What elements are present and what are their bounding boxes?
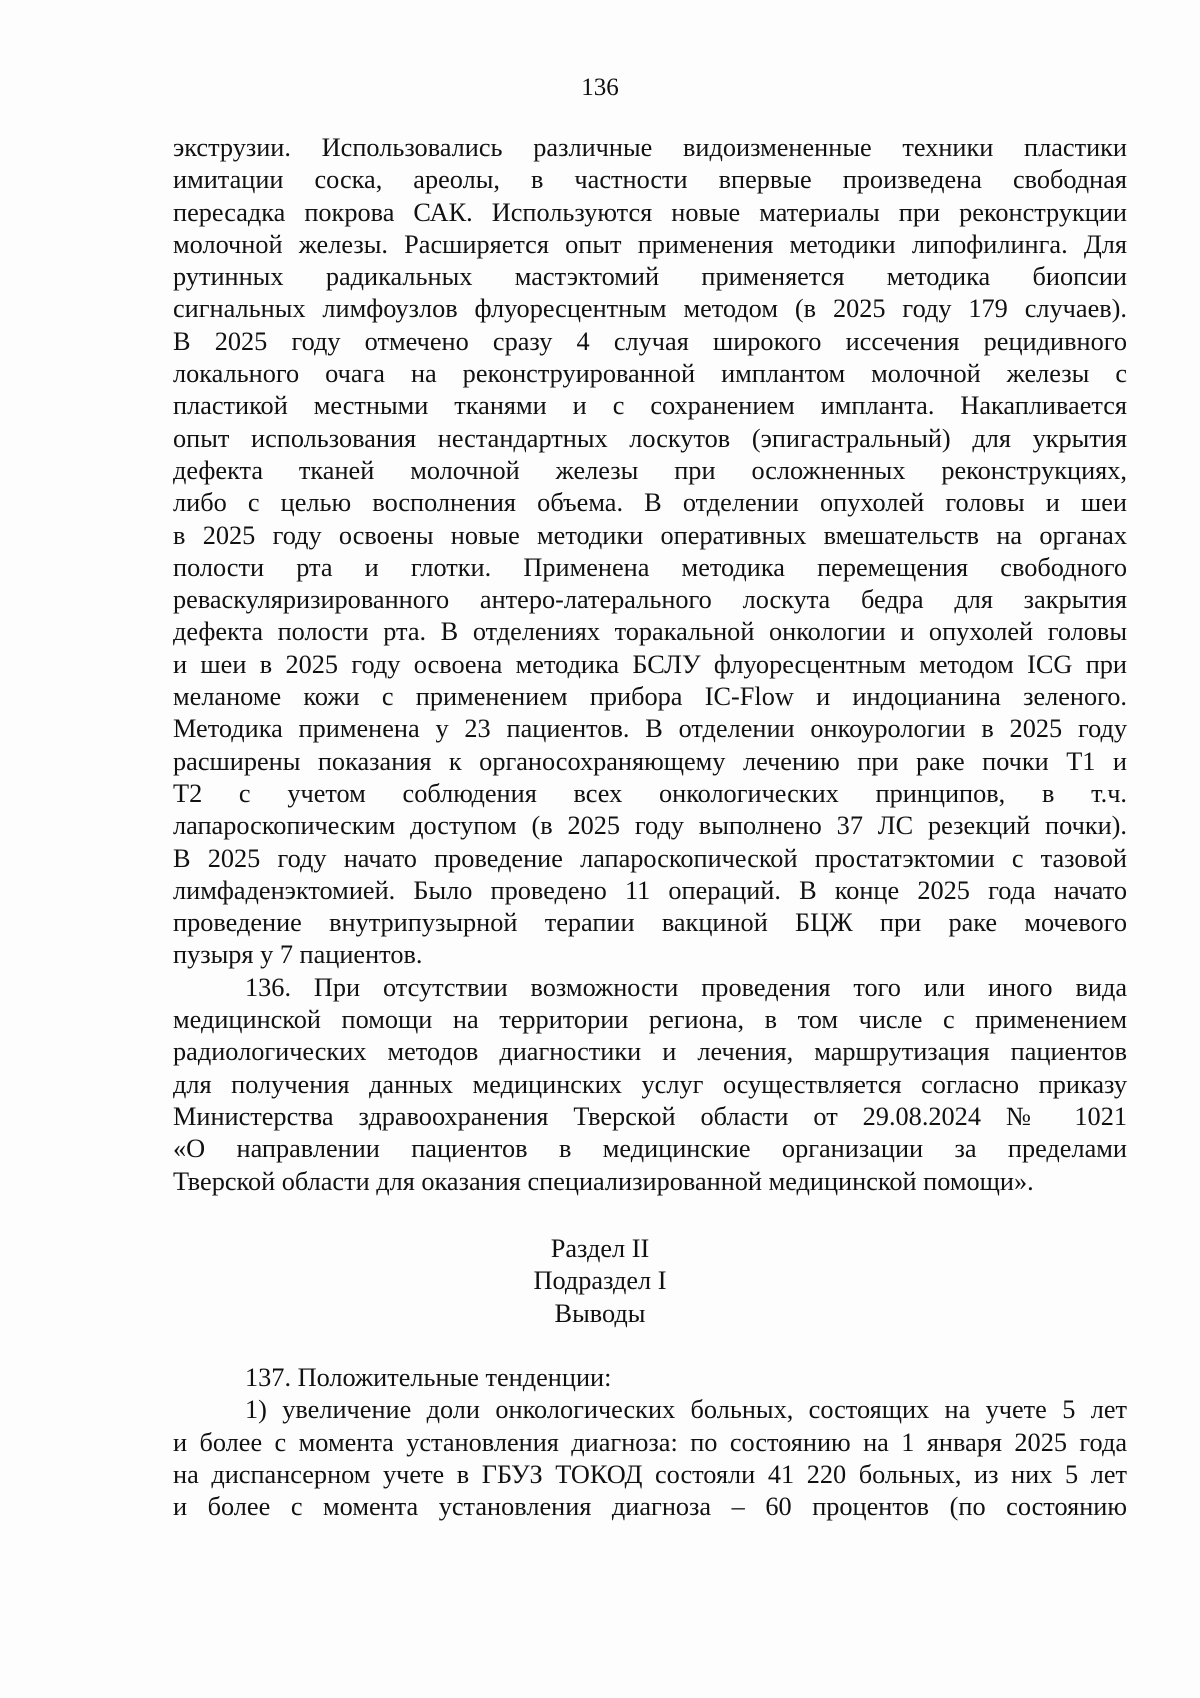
text-line: сигнальных лимфоузлов флуоресцентным методом (в 2025 году 179 случаев). [173,294,1127,324]
text-line: Методика применена у 23 пациентов. В отделении онкоурологии в 2025 году [173,714,1127,744]
text-line: радиологических методов диагностики и лечения, маршрутизация пациентов [173,1037,1127,1067]
text-line: лапароскопическим доступом (в 2025 году выполнено 37 ЛС резекций почки). [173,811,1127,841]
text-line: рутинных радикальных мастэктомий применяется методика биопсии [173,262,1127,292]
text-line: пересадка покрова САК. Используются новые материалы при реконструкции [173,197,1127,227]
text-line: и шеи в 2025 году освоена методика БСЛУ флуоресцентным методом ICG при [173,649,1127,679]
text-line: дефекта полости рта. В отделениях торакальной онкологии и опухолей головы [173,617,1127,647]
text-line: Т2 с учетом соблюдения всех онкологических принципов, в т.ч. [173,778,1127,808]
body-text-block-1 [173,132,1127,1198]
text-line: реваскуляризированного антеро-латерального лоскута бедра для закрытия [173,585,1127,615]
text-line: дефекта тканей молочной железы при осложненных реконструкциях, [173,455,1127,485]
text-line: Министерства здравоохранения Тверской области от 29.08.2024 № 1021 [173,1101,1127,1131]
heading-line: Раздел II [550,1234,650,1263]
text-line: расширены показания к органосохраняющему лечению при раке почки Т1 и [173,746,1127,776]
text-line: опыт использования нестандартных лоскутов (эпигастральный) для укрытия [173,423,1127,453]
body-text-block-2 [173,1362,1127,1523]
text-line: пластикой местными тканями и с сохранением импланта. Накапливается [173,391,1127,421]
page-number: 136 [581,74,619,101]
text-line: В 2025 году отмечено сразу 4 случая широкого иссечения рецидивного [173,326,1127,356]
text-line: 136. При отсутствии возможности проведения того или иного вида [245,972,1127,1002]
text-line: В 2025 году начато проведение лапароскопической простатэктомии с тазовой [173,843,1127,873]
text-line: медицинской помощи на территории региона, в том числе с применением [173,1005,1127,1035]
section-heading [0,1233,1200,1330]
text-line: имитации соска, ареолы, в частности впервые произведена свободная [173,165,1127,195]
text-line: на диспансерном учете в ГБУЗ ТОКОД состояли 41 220 больных, из них 5 лет [173,1459,1127,1489]
text-line: проведение внутрипузырной терапии вакциной БЦЖ при раке мочевого [173,908,1127,938]
text-line: пузыря у 7 пациентов. [173,940,423,970]
text-line: для получения данных медицинских услуг осуществляется согласно приказу [173,1069,1127,1099]
heading-line: Выводы [554,1298,646,1328]
text-line: экструзии. Использовались различные видоизмененные техники пластики [173,133,1127,162]
text-line: молочной железы. Расширяется опыт применения методики липофилинга. Для [173,229,1127,259]
text-line: 1) увеличение доли онкологических больных, состоящих на учете 5 лет [245,1395,1127,1425]
text-line: в 2025 году освоены новые методики оперативных вмешательств на органах [173,520,1127,550]
text-line: Тверской области для оказания специализированной медицинской помощи». [173,1166,1034,1196]
text-line: полости рта и глотки. Применена методика перемещения свободного [173,552,1127,582]
text-line: и более с момента установления диагноза: по состоянию на 1 января 2025 года [173,1427,1127,1457]
text-line: 137. Положительные тенденции: [245,1363,612,1392]
text-line: локального очага на реконструированной имплантом молочной железы с [173,359,1127,389]
text-line: лимфаденэктомией. Было проведено 11 операций. В конце 2025 года начато [173,875,1127,905]
text-line: «О направлении пациентов в медицинские организации за пределами [173,1134,1127,1164]
text-line: либо с целью восполнения объема. В отделении опухолей головы и шеи [173,488,1127,518]
text-line: и более с момента установления диагноза – 60 процентов (по состоянию [173,1492,1127,1522]
text-line: меланоме кожи с применением прибора IC-Flow и индоцианина зеленого. [173,682,1127,712]
heading-line: Подраздел I [533,1266,667,1296]
